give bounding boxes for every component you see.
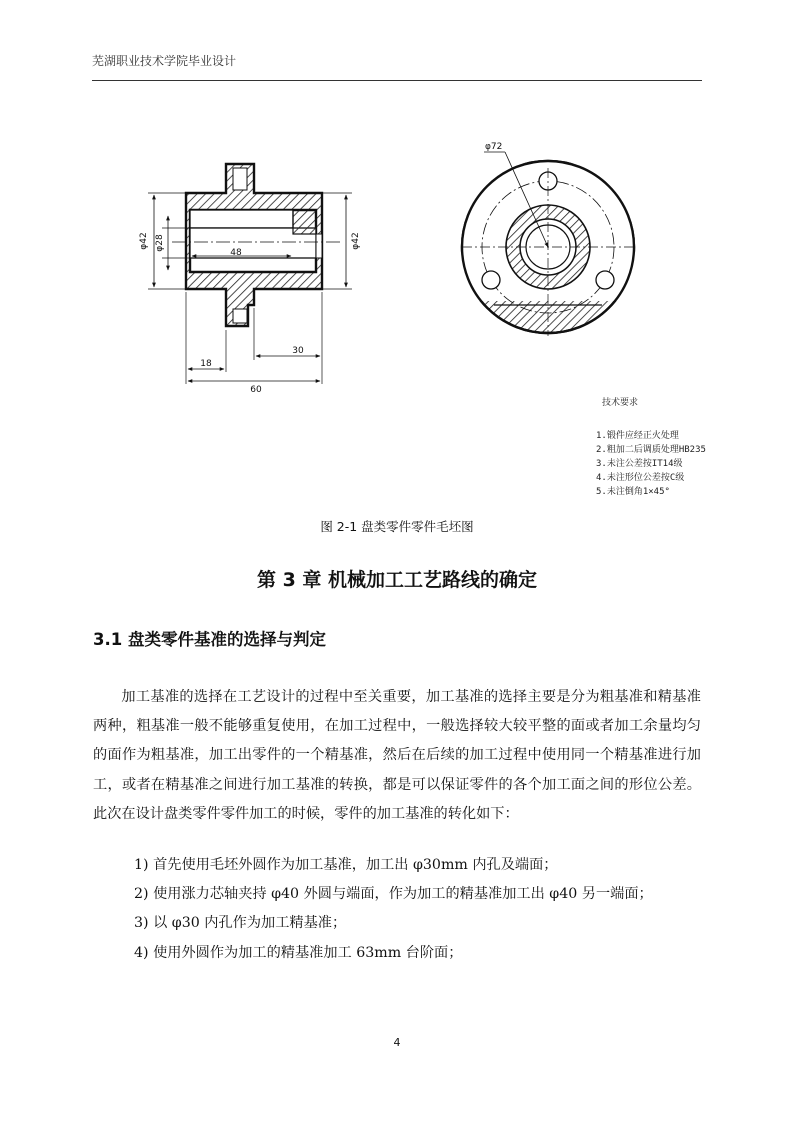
tech-req-title: 技术要求 — [602, 398, 639, 408]
tech-requirements — [596, 396, 706, 497]
tech-req-item: 1.锻件应经正火处理 — [596, 431, 679, 441]
tech-req-item: 2.粗加二后调质处理HB235 — [596, 445, 706, 455]
dim-d28: φ28 — [155, 234, 165, 252]
dim-len60: 60 — [250, 385, 262, 395]
list-item: 3) 以 φ30 内孔作为加工精基准； — [134, 915, 347, 932]
running-header: 芜湖职业技术学院毕业设计 — [92, 54, 237, 68]
dim-len30: 30 — [292, 346, 304, 356]
front-view — [461, 152, 635, 336]
tech-req-item: 5.未注倒角1×45° — [596, 487, 670, 497]
section-view — [148, 164, 352, 384]
dim-d42-right: φ42 — [351, 232, 361, 250]
step-list — [134, 851, 709, 968]
dim-len48: 48 — [230, 248, 242, 258]
dim-d72: φ72 — [485, 142, 503, 152]
section-title: 3.1 盘类零件基准的选择与判定 — [93, 630, 326, 649]
figure-caption: 图 2-1 盘类零件零件毛坯图 — [320, 519, 474, 534]
drawing-figure — [0, 0, 794, 520]
chapter-title: 第 3 章 机械加工工艺路线的确定 — [256, 569, 538, 591]
list-item: 1) 首先使用毛坯外圆作为加工基准，加工出 φ30mm 内孔及端面； — [134, 857, 558, 873]
tech-req-item: 3.未注公差按IT14级 — [596, 459, 683, 469]
tech-req-item: 4.未注形位公差按C级 — [596, 473, 685, 483]
dim-d42-left: φ42 — [139, 232, 149, 250]
body-paragraph: 加工基准的选择在工艺设计的过程中至关重要，加工基准的选择主要是分为粗基准和精基准两种，粗基准一般不能够重复使用，在加工过程中，一般选择较大较平整的面或者加工余量均匀的面作为粗基准，加工出零件的一个精基准，然后在后续的加工过程中使用同一个精基准进行加工，或者在精基准之间进行加工基准的转换，都是可以保证零件的各个加工面之间的形位公差。此次在设计盘类零件零件加工的时候，零件的加工基准的转化如下： — [93, 689, 701, 822]
dim-len18: 18 — [200, 359, 212, 369]
list-item: 4) 使用外圆作为加工的精基准加工 63mm 台阶面； — [134, 944, 463, 961]
list-item: 2) 使用涨力芯轴夹持 φ40 外圆与端面，作为加工的精基准加工出 φ40 另一端面； — [134, 886, 653, 903]
page-number: 4 — [393, 1036, 401, 1049]
